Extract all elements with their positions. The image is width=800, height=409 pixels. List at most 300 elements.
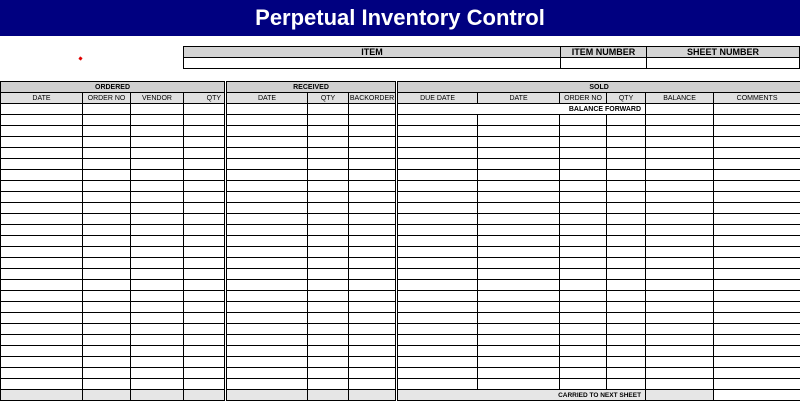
cell[interactable] [714, 137, 800, 148]
cell[interactable] [184, 368, 226, 379]
cell[interactable] [1, 247, 83, 258]
cell[interactable] [607, 170, 646, 181]
cell[interactable] [349, 324, 397, 335]
cell[interactable] [646, 126, 714, 137]
cell[interactable] [560, 181, 607, 192]
cell[interactable] [226, 280, 308, 291]
cell[interactable] [646, 379, 714, 390]
cell[interactable] [131, 335, 184, 346]
cell[interactable] [308, 291, 349, 302]
cell[interactable] [349, 247, 397, 258]
cell[interactable] [308, 214, 349, 225]
cell[interactable] [560, 148, 607, 159]
cell[interactable] [349, 346, 397, 357]
cell[interactable] [83, 247, 131, 258]
cell[interactable] [607, 302, 646, 313]
cell[interactable] [308, 258, 349, 269]
cell[interactable] [83, 214, 131, 225]
cell[interactable] [184, 236, 226, 247]
cell[interactable] [1, 269, 83, 280]
cell[interactable] [478, 247, 560, 258]
cell[interactable] [131, 302, 184, 313]
cell[interactable] [560, 137, 607, 148]
cell[interactable] [397, 379, 478, 390]
cell[interactable] [714, 379, 800, 390]
cell[interactable] [714, 324, 800, 335]
cell[interactable] [714, 335, 800, 346]
cell[interactable] [131, 170, 184, 181]
cell[interactable] [397, 236, 478, 247]
cell[interactable] [1, 302, 83, 313]
cell[interactable] [607, 247, 646, 258]
cell[interactable] [349, 192, 397, 203]
cell[interactable] [349, 269, 397, 280]
cell[interactable] [83, 181, 131, 192]
cell[interactable] [607, 346, 646, 357]
cell[interactable] [349, 280, 397, 291]
cell[interactable] [349, 225, 397, 236]
cell[interactable] [184, 126, 226, 137]
cell[interactable] [560, 225, 607, 236]
cell[interactable] [714, 115, 800, 126]
cell[interactable] [184, 203, 226, 214]
cell[interactable] [308, 137, 349, 148]
cell[interactable] [83, 324, 131, 335]
cell[interactable] [131, 291, 184, 302]
cell[interactable] [478, 335, 560, 346]
cell[interactable] [560, 302, 607, 313]
cell[interactable] [349, 357, 397, 368]
cell[interactable] [646, 313, 714, 324]
cell[interactable] [131, 192, 184, 203]
cell[interactable] [714, 181, 800, 192]
cell[interactable] [714, 280, 800, 291]
cell[interactable] [607, 225, 646, 236]
cell[interactable] [308, 313, 349, 324]
cell[interactable] [1, 335, 83, 346]
cell[interactable] [714, 170, 800, 181]
cell[interactable] [308, 192, 349, 203]
cell[interactable] [646, 302, 714, 313]
cell[interactable] [646, 148, 714, 159]
cell[interactable] [478, 291, 560, 302]
cell[interactable] [478, 302, 560, 313]
cell[interactable] [397, 313, 478, 324]
cell[interactable] [226, 379, 308, 390]
cell[interactable] [184, 170, 226, 181]
cell[interactable] [714, 192, 800, 203]
cell[interactable] [308, 104, 349, 115]
cell[interactable] [349, 148, 397, 159]
cell[interactable] [607, 214, 646, 225]
cell[interactable] [1, 258, 83, 269]
cell[interactable] [560, 159, 607, 170]
cell[interactable] [478, 214, 560, 225]
cell[interactable] [560, 247, 607, 258]
cell[interactable] [397, 148, 478, 159]
cell[interactable] [1, 236, 83, 247]
cell[interactable] [226, 148, 308, 159]
cell[interactable] [607, 291, 646, 302]
cell[interactable] [1, 203, 83, 214]
cell[interactable] [607, 368, 646, 379]
cell[interactable] [184, 357, 226, 368]
cell[interactable] [308, 357, 349, 368]
cell[interactable] [131, 368, 184, 379]
cell[interactable] [83, 137, 131, 148]
cell[interactable] [184, 324, 226, 335]
cell[interactable] [478, 236, 560, 247]
cell[interactable] [478, 225, 560, 236]
cell[interactable] [397, 225, 478, 236]
cell[interactable] [397, 170, 478, 181]
cell[interactable] [1, 280, 83, 291]
cell[interactable] [308, 335, 349, 346]
cell[interactable] [714, 313, 800, 324]
cell[interactable] [184, 335, 226, 346]
cell[interactable] [226, 159, 308, 170]
cell[interactable] [714, 302, 800, 313]
cell[interactable] [1, 181, 83, 192]
cell[interactable] [646, 137, 714, 148]
cell[interactable] [349, 214, 397, 225]
cell[interactable] [607, 379, 646, 390]
cell[interactable] [397, 335, 478, 346]
cell[interactable] [560, 291, 607, 302]
cell[interactable] [607, 192, 646, 203]
cell[interactable] [349, 126, 397, 137]
cell[interactable] [646, 269, 714, 280]
cell[interactable] [397, 368, 478, 379]
cell[interactable] [83, 258, 131, 269]
cell[interactable] [646, 346, 714, 357]
cell[interactable] [607, 313, 646, 324]
cell[interactable] [646, 236, 714, 247]
cell[interactable] [349, 104, 397, 115]
cell[interactable] [1, 159, 83, 170]
cell[interactable] [560, 313, 607, 324]
cell[interactable] [560, 335, 607, 346]
cell[interactable] [349, 302, 397, 313]
item-field[interactable] [183, 57, 561, 69]
cell[interactable] [83, 192, 131, 203]
cell[interactable] [714, 269, 800, 280]
cell[interactable] [478, 313, 560, 324]
cell[interactable] [714, 203, 800, 214]
cell[interactable] [131, 148, 184, 159]
cell[interactable] [1, 379, 83, 390]
cell[interactable] [560, 192, 607, 203]
cell[interactable] [560, 203, 607, 214]
cell[interactable] [714, 346, 800, 357]
cell[interactable] [226, 236, 308, 247]
cell[interactable] [397, 291, 478, 302]
cell[interactable] [1, 368, 83, 379]
cell[interactable] [83, 236, 131, 247]
cell[interactable] [184, 115, 226, 126]
cell[interactable] [714, 214, 800, 225]
cell[interactable] [478, 324, 560, 335]
cell[interactable] [714, 247, 800, 258]
cell[interactable] [226, 203, 308, 214]
cell[interactable] [184, 313, 226, 324]
cell[interactable] [714, 104, 800, 115]
cell[interactable] [226, 225, 308, 236]
cell[interactable] [714, 291, 800, 302]
cell[interactable] [607, 269, 646, 280]
cell[interactable] [131, 324, 184, 335]
cell[interactable] [83, 368, 131, 379]
cell[interactable] [1, 104, 83, 115]
cell[interactable] [83, 115, 131, 126]
cell[interactable] [83, 170, 131, 181]
cell[interactable] [560, 324, 607, 335]
cell[interactable] [646, 357, 714, 368]
cell[interactable] [478, 181, 560, 192]
cell[interactable] [131, 379, 184, 390]
cell[interactable] [308, 368, 349, 379]
cell[interactable] [478, 357, 560, 368]
cell[interactable] [646, 214, 714, 225]
cell[interactable] [184, 104, 226, 115]
cell[interactable] [308, 302, 349, 313]
cell[interactable] [83, 291, 131, 302]
carried-balance-value[interactable] [646, 390, 714, 401]
cell[interactable] [478, 258, 560, 269]
cell[interactable] [226, 357, 308, 368]
cell[interactable] [83, 346, 131, 357]
cell[interactable] [607, 159, 646, 170]
cell[interactable] [560, 280, 607, 291]
cell[interactable] [1, 357, 83, 368]
item-number-field[interactable] [560, 57, 647, 69]
cell[interactable] [646, 170, 714, 181]
cell[interactable] [184, 291, 226, 302]
cell[interactable] [226, 115, 308, 126]
cell[interactable] [397, 126, 478, 137]
cell[interactable] [607, 258, 646, 269]
cell[interactable] [714, 148, 800, 159]
cell[interactable] [714, 368, 800, 379]
cell[interactable] [646, 335, 714, 346]
cell[interactable] [560, 214, 607, 225]
cell[interactable] [184, 214, 226, 225]
cell[interactable] [226, 269, 308, 280]
cell[interactable] [560, 368, 607, 379]
cell[interactable] [131, 313, 184, 324]
cell[interactable] [83, 313, 131, 324]
cell[interactable] [646, 192, 714, 203]
cell[interactable] [131, 115, 184, 126]
cell[interactable] [607, 357, 646, 368]
cell[interactable] [646, 247, 714, 258]
cell[interactable] [1, 291, 83, 302]
cell[interactable] [83, 148, 131, 159]
cell[interactable] [478, 379, 560, 390]
cell[interactable] [308, 170, 349, 181]
cell[interactable] [83, 104, 131, 115]
cell[interactable] [349, 203, 397, 214]
cell[interactable] [226, 137, 308, 148]
cell[interactable] [607, 148, 646, 159]
cell[interactable] [184, 137, 226, 148]
cell[interactable] [646, 115, 714, 126]
cell[interactable] [349, 379, 397, 390]
cell[interactable] [1, 137, 83, 148]
cell[interactable] [478, 203, 560, 214]
cell[interactable] [184, 148, 226, 159]
cell[interactable] [646, 159, 714, 170]
cell[interactable] [607, 181, 646, 192]
cell[interactable] [646, 203, 714, 214]
cell[interactable] [397, 181, 478, 192]
cell[interactable] [560, 236, 607, 247]
cell[interactable] [131, 159, 184, 170]
cell[interactable] [131, 126, 184, 137]
cell[interactable] [646, 258, 714, 269]
cell[interactable] [478, 137, 560, 148]
cell[interactable] [184, 346, 226, 357]
cell[interactable] [83, 159, 131, 170]
cell[interactable] [397, 324, 478, 335]
cell[interactable] [349, 335, 397, 346]
cell[interactable] [397, 346, 478, 357]
cell[interactable] [349, 236, 397, 247]
cell[interactable] [478, 269, 560, 280]
cell[interactable] [397, 247, 478, 258]
cell[interactable] [560, 258, 607, 269]
cell[interactable] [560, 126, 607, 137]
cell[interactable] [131, 236, 184, 247]
cell[interactable] [714, 258, 800, 269]
cell[interactable] [349, 313, 397, 324]
cell[interactable] [184, 225, 226, 236]
cell[interactable] [226, 368, 308, 379]
cell[interactable] [349, 181, 397, 192]
cell[interactable] [478, 280, 560, 291]
cell[interactable] [714, 126, 800, 137]
cell[interactable] [131, 280, 184, 291]
cell[interactable] [83, 379, 131, 390]
cell[interactable] [397, 203, 478, 214]
cell[interactable] [646, 291, 714, 302]
sheet-number-field[interactable] [646, 57, 800, 69]
cell[interactable] [226, 247, 308, 258]
cell[interactable] [184, 379, 226, 390]
cell[interactable] [83, 357, 131, 368]
cell[interactable] [607, 236, 646, 247]
cell[interactable] [397, 192, 478, 203]
cell[interactable] [478, 368, 560, 379]
cell[interactable] [308, 379, 349, 390]
cell[interactable] [397, 280, 478, 291]
cell[interactable] [646, 368, 714, 379]
cell[interactable] [607, 115, 646, 126]
cell[interactable] [308, 115, 349, 126]
cell[interactable] [226, 258, 308, 269]
cell[interactable] [308, 280, 349, 291]
cell[interactable] [1, 313, 83, 324]
cell[interactable] [646, 225, 714, 236]
cell[interactable] [397, 258, 478, 269]
cell[interactable] [397, 214, 478, 225]
cell[interactable] [83, 269, 131, 280]
cell[interactable] [560, 269, 607, 280]
cell[interactable] [226, 302, 308, 313]
cell[interactable] [184, 269, 226, 280]
cell[interactable] [226, 126, 308, 137]
cell[interactable] [131, 214, 184, 225]
cell[interactable] [226, 214, 308, 225]
cell[interactable] [308, 181, 349, 192]
cell[interactable] [349, 115, 397, 126]
cell[interactable] [308, 346, 349, 357]
cell[interactable] [607, 324, 646, 335]
cell[interactable] [226, 170, 308, 181]
cell[interactable] [308, 324, 349, 335]
cell[interactable] [1, 225, 83, 236]
cell[interactable] [607, 280, 646, 291]
cell[interactable] [308, 148, 349, 159]
cell[interactable] [560, 170, 607, 181]
cell[interactable] [560, 379, 607, 390]
cell[interactable] [1, 126, 83, 137]
cell[interactable] [1, 115, 83, 126]
cell[interactable] [308, 236, 349, 247]
cell[interactable] [397, 159, 478, 170]
cell[interactable] [397, 137, 478, 148]
cell[interactable] [308, 203, 349, 214]
cell[interactable] [478, 159, 560, 170]
cell[interactable] [308, 126, 349, 137]
cell[interactable] [226, 335, 308, 346]
cell[interactable] [184, 159, 226, 170]
cell[interactable] [131, 258, 184, 269]
cell[interactable] [83, 302, 131, 313]
cell[interactable] [226, 104, 308, 115]
cell[interactable] [349, 368, 397, 379]
cell[interactable] [397, 115, 478, 126]
cell[interactable] [714, 236, 800, 247]
cell[interactable] [131, 181, 184, 192]
cell[interactable] [131, 104, 184, 115]
cell[interactable] [83, 203, 131, 214]
cell[interactable] [226, 291, 308, 302]
cell[interactable] [349, 258, 397, 269]
cell[interactable] [1, 148, 83, 159]
cell[interactable] [560, 357, 607, 368]
cell[interactable] [184, 302, 226, 313]
cell[interactable] [714, 159, 800, 170]
cell[interactable] [478, 192, 560, 203]
cell[interactable] [131, 247, 184, 258]
cell[interactable] [349, 170, 397, 181]
cell[interactable] [83, 335, 131, 346]
cell[interactable] [646, 324, 714, 335]
cell[interactable] [397, 269, 478, 280]
cell[interactable] [184, 258, 226, 269]
cell[interactable] [131, 203, 184, 214]
cell[interactable] [308, 225, 349, 236]
cell[interactable] [478, 126, 560, 137]
cell[interactable] [131, 225, 184, 236]
cell[interactable] [131, 357, 184, 368]
cell[interactable] [349, 159, 397, 170]
cell[interactable] [1, 170, 83, 181]
cell[interactable] [397, 357, 478, 368]
cell[interactable] [478, 148, 560, 159]
cell[interactable] [226, 313, 308, 324]
